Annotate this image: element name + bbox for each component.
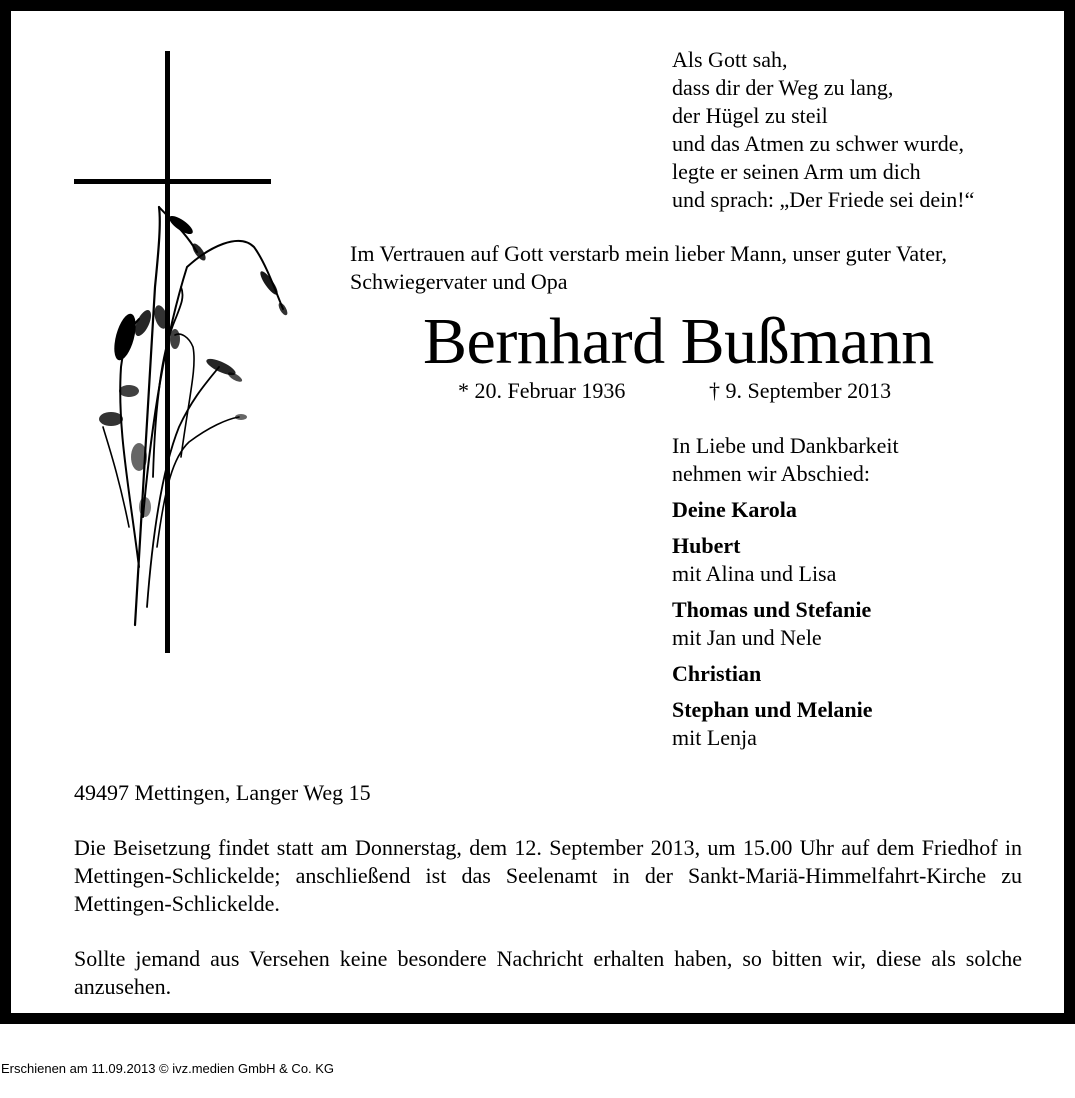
poem-line: und sprach: „Der Friede sei dein!“ (672, 187, 975, 212)
deceased-name: Bernhard Bußmann (423, 305, 934, 378)
family-member-children: mit Lenja (672, 725, 757, 750)
poem-line: und das Atmen zu schwer wurde, (672, 131, 965, 156)
poem-line: dass dir der Weg zu lang, (672, 75, 894, 100)
family-list (672, 432, 899, 752)
funeral-details: Die Beisetzung findet statt am Donnerstag, dem 12. September 2013, um 15.00 Uhr auf dem Friedhof in Mettingen-Schlickelde; anschließend ist das Seelenamt in der Sankt-Mariä-Himmelfahrt-Kirche zu Mettingen-Schlickelde. (74, 835, 1022, 916)
address: 49497 Mettingen, Langer Weg 15 (74, 780, 371, 805)
poem-line: legte er seinen Arm um dich (672, 159, 921, 184)
notice-text: Sollte jemand aus Versehen keine besondere Nachricht erhalten haben, so bitten wir, diese als solche anzusehen. (74, 946, 1022, 999)
birth-date: * 20. Februar 1936 (458, 378, 626, 403)
poem-line: der Hügel zu steil (672, 103, 828, 128)
cross-with-grass-icon (69, 47, 299, 657)
family-member-name: Stephan und Melanie (672, 697, 873, 722)
family-member-name: Christian (672, 661, 762, 686)
farewell-line-2: nehmen wir Abschied: (672, 461, 870, 486)
family-member-name: Deine Karola (672, 497, 797, 522)
family-member-name: Thomas und Stefanie (672, 597, 872, 622)
farewell-line-1: In Liebe und Dankbarkeit (672, 433, 899, 458)
family-member-children: mit Jan und Nele (672, 625, 822, 650)
family-member-children: mit Alina und Lisa (672, 561, 837, 586)
intro-text (350, 240, 1030, 296)
publication-footer: Erschienen am 11.09.2013 © ivz.medien GmbH & Co. KG (1, 1061, 335, 1076)
family-member-name: Hubert (672, 533, 741, 558)
intro-line-2: Schwiegervater und Opa (350, 269, 568, 294)
poem (672, 46, 974, 214)
poem-line: Als Gott sah, (672, 47, 788, 72)
intro-line-1: Im Vertrauen auf Gott verstarb mein lieber Mann, unser guter Vater, (350, 241, 947, 266)
death-date: † 9. September 2013 (709, 378, 892, 403)
